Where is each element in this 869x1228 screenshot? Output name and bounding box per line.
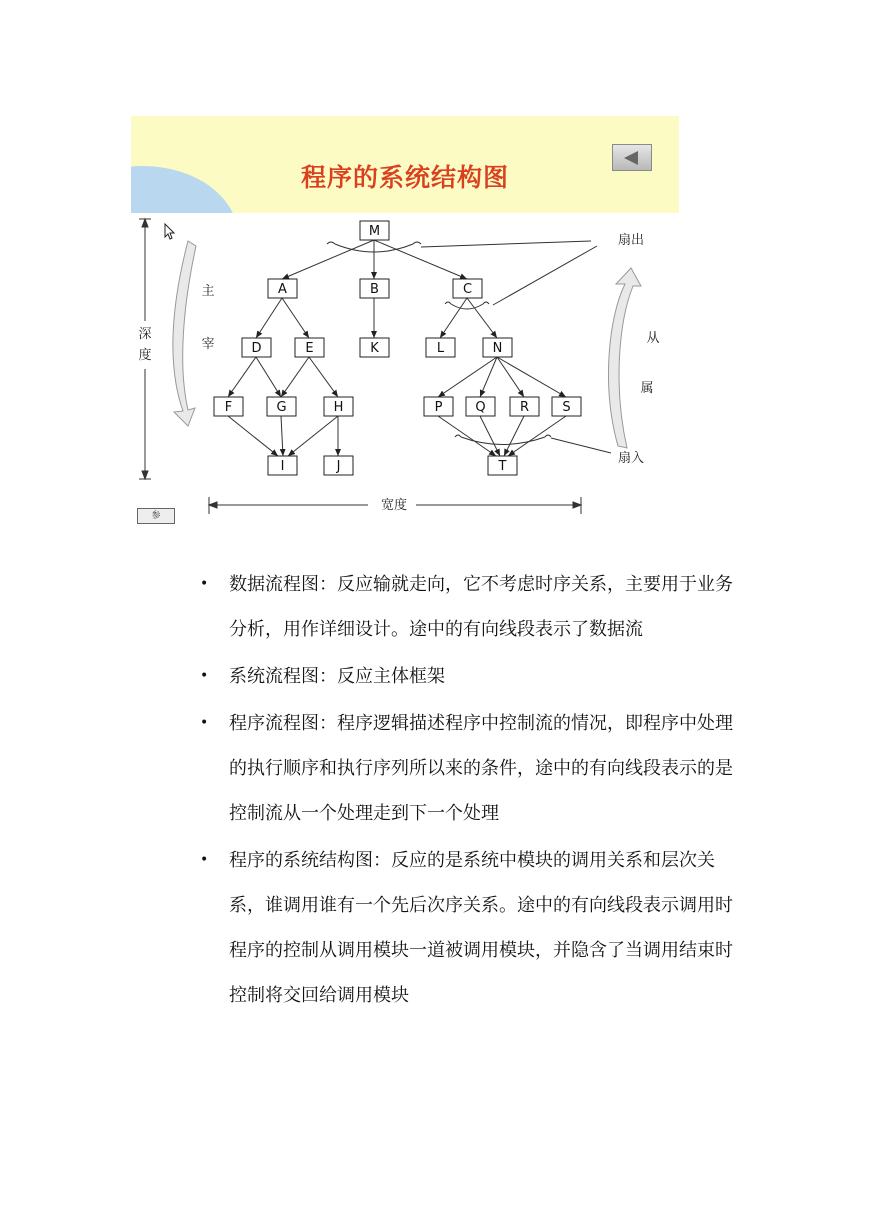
node-h xyxy=(324,397,353,416)
note-text: 程序流程图：程序逻辑描述程序中控制流的情况，即程序中处理的执行顺序和执行序列所以来的条件，途中的有向线段表示的是控制流从一个处理走到下一个处理 xyxy=(229,713,733,824)
diagram-nodes xyxy=(214,221,581,475)
svg-text:E: E xyxy=(305,341,314,356)
depth-label-1: 深 xyxy=(138,327,152,342)
svg-text:K: K xyxy=(370,341,379,356)
depth-label-2: 度 xyxy=(138,348,152,363)
node-n xyxy=(483,338,512,357)
diagram-edges xyxy=(228,240,611,456)
node-c xyxy=(453,279,482,298)
node-q xyxy=(466,397,495,416)
dominate-label-1: 主 xyxy=(201,284,215,299)
dominate-arrow xyxy=(173,241,196,426)
subordinate-label-2: 属 xyxy=(640,381,654,396)
ref-button[interactable]: 参 xyxy=(137,508,175,524)
svg-text:P: P xyxy=(434,400,443,415)
node-g xyxy=(267,397,296,416)
svg-text:N: N xyxy=(492,341,503,356)
width-label: 宽度 xyxy=(380,498,408,513)
svg-text:A: A xyxy=(278,282,287,297)
node-d xyxy=(242,338,271,357)
notes-list xyxy=(200,562,745,1020)
subordinate-label-1: 从 xyxy=(646,331,660,346)
svg-text:I: I xyxy=(280,459,285,474)
bullet-icon: • xyxy=(200,852,209,868)
svg-text:S: S xyxy=(562,400,571,415)
node-r xyxy=(510,397,539,416)
fan-out-label: 扇出 xyxy=(618,233,645,248)
svg-text:L: L xyxy=(436,341,445,356)
svg-text:F: F xyxy=(224,400,233,415)
node-f xyxy=(214,397,243,416)
bullet-icon: • xyxy=(200,576,209,592)
node-k xyxy=(360,338,389,357)
svg-text:D: D xyxy=(251,341,262,356)
svg-text:C: C xyxy=(462,282,473,297)
node-a xyxy=(268,279,297,298)
note-text: 程序的系统结构图：反应的是系统中模块的调用关系和层次关系，谁调用谁有一个先后次序关系。途中的有向线段表示调用时程序的控制从调用模块一道被调用模块，并隐含了当调用结束时控制将交回给调用模块 xyxy=(229,850,733,1006)
node-i xyxy=(268,456,297,475)
node-s xyxy=(552,397,581,416)
node-p xyxy=(424,397,453,416)
dominate-label-2: 宰 xyxy=(201,337,215,352)
note-text: 系统流程图：反应主体框架 xyxy=(229,666,445,687)
structure-diagram-figure xyxy=(131,116,679,526)
svg-text:J: J xyxy=(336,459,341,474)
node-b xyxy=(360,279,389,298)
svg-text:G: G xyxy=(276,400,287,415)
node-j xyxy=(324,456,353,475)
svg-text:M: M xyxy=(368,224,381,239)
subordinate-arrow xyxy=(609,268,641,448)
svg-text:Q: Q xyxy=(475,400,486,415)
node-m xyxy=(360,221,389,240)
fan-in-label: 扇入 xyxy=(618,451,645,466)
bullet-icon: • xyxy=(200,715,209,731)
node-t xyxy=(488,456,517,475)
figure-title: 程序的系统结构图 xyxy=(300,163,509,192)
structure-diagram xyxy=(131,116,679,526)
svg-text:T: T xyxy=(498,459,507,474)
svg-text:B: B xyxy=(370,282,379,297)
list-item xyxy=(200,654,745,699)
node-l xyxy=(426,338,455,357)
svg-text:H: H xyxy=(333,400,344,415)
list-item xyxy=(200,562,745,652)
note-text: 数据流程图：反应输就走向，它不考虑时序关系，主要用于业务分析，用作详细设计。途中的有向线段表示了数据流 xyxy=(229,574,733,640)
list-item xyxy=(200,701,745,836)
list-item xyxy=(200,838,745,1018)
mouse-cursor-icon xyxy=(165,224,174,239)
bullet-icon: • xyxy=(200,668,209,684)
node-e xyxy=(295,338,324,357)
svg-text:R: R xyxy=(519,400,530,415)
